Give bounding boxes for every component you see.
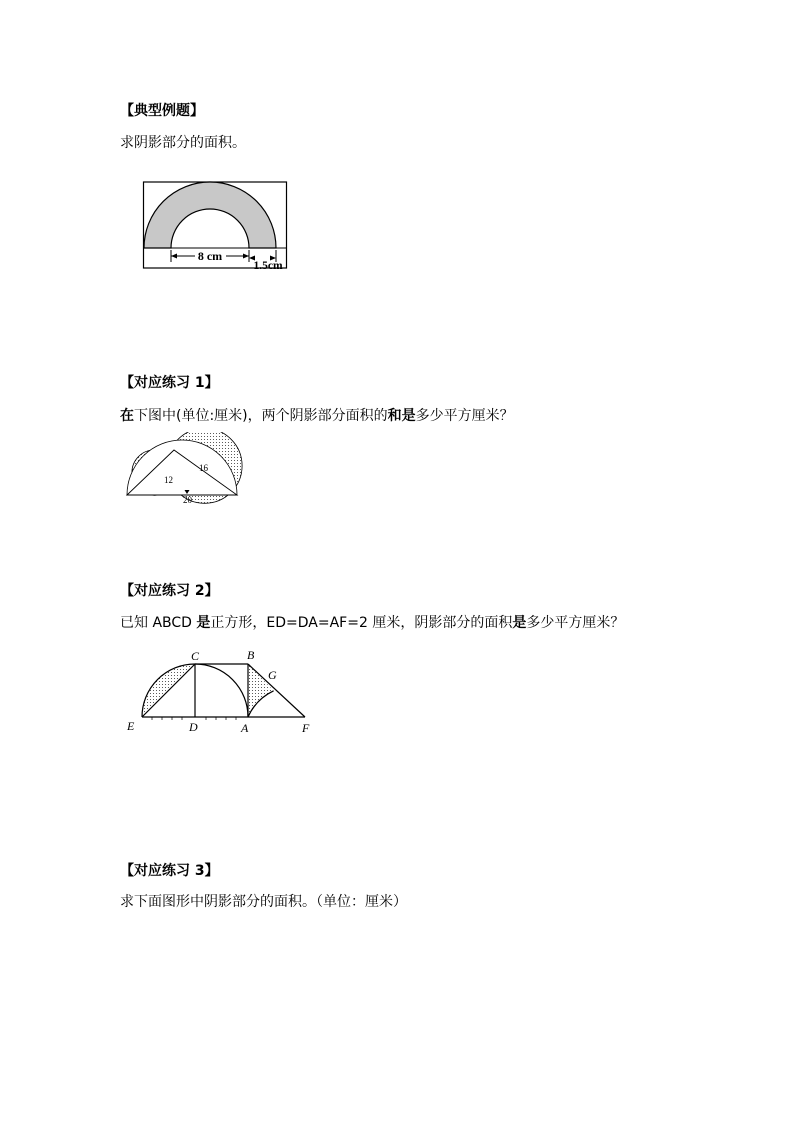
dimension-label-8cm: 8 cm	[197, 249, 223, 263]
dimension-label-1-5cm: 1.5cm	[253, 260, 283, 272]
label-20: 20	[183, 495, 192, 505]
exercise1-figure	[125, 432, 257, 508]
shaded-ring	[144, 182, 276, 248]
exercise3-question: 求下面图形中阴影部分的面积。（单位：厘米）	[120, 894, 407, 910]
label-12: 12	[164, 475, 173, 485]
point-label-E: E	[127, 719, 135, 733]
exercise3-heading: 【对应练习 3】	[120, 863, 219, 879]
exercise1-question: 在下图中(单位:厘米)，两个阴影部分面积的和是多少平方厘米？	[120, 408, 514, 424]
exercise2-heading: 【对应练习 2】	[120, 583, 219, 599]
point-label-F: F	[302, 721, 310, 735]
point-label-B: B	[247, 648, 255, 662]
point-label-A: A	[241, 721, 249, 735]
point-label-C: C	[191, 649, 200, 663]
example-figure	[140, 178, 292, 274]
point-label-G: G	[268, 668, 277, 682]
label-16: 16	[199, 463, 208, 473]
exercise2-question: 已知 ABCD 是正方形，ED=DA=AF=2 厘米，阴影部分的面积是多少平方厘米？	[120, 615, 625, 631]
exercise2-figure	[122, 644, 327, 736]
example-heading: 【典型例题】	[120, 103, 204, 119]
exercise1-heading: 【对应练习 1】	[120, 375, 219, 391]
point-label-D: D	[189, 720, 198, 734]
example-question: 求阴影部分的面积。	[120, 135, 246, 151]
